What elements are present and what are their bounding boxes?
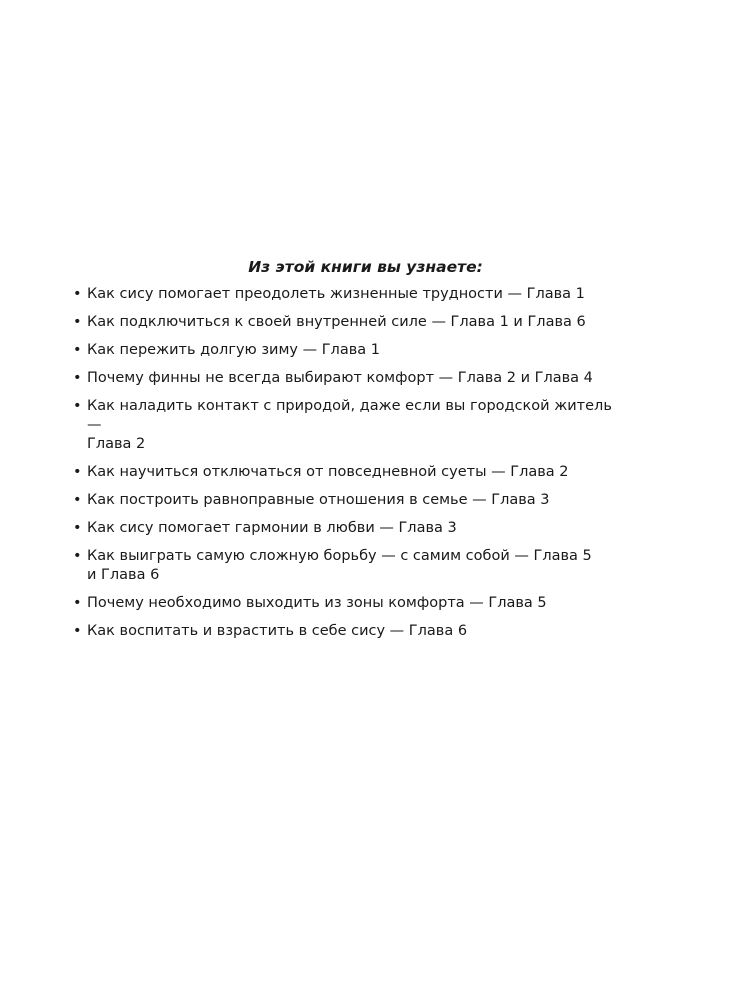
list-item-text: Как сису помогает гармонии в любви — Глава 3 [87, 520, 457, 536]
bullet-icon: • [73, 623, 82, 639]
list-item-text: Как сису помогает преодолеть жизненные трудности — Глава 1 [87, 286, 585, 302]
list-item-text: Как построить равноправные отношения в семье — Глава 3 [87, 492, 550, 508]
bullet-icon: • [73, 286, 82, 302]
list-item-text: Как выиграть самую сложную борьбу — с самим собой — Глава 5 [87, 548, 592, 564]
list-item-text: Как научиться отключаться от повседневной суеты — Глава 2 [87, 464, 569, 480]
list-item [73, 369, 613, 388]
list-item-text: Как наладить контакт с природой, даже если вы городской житель — [87, 398, 612, 433]
list-item [73, 313, 613, 332]
list-item-text-continued: Глава 2 [87, 436, 146, 452]
list-item [73, 463, 613, 482]
bullet-icon: • [73, 370, 82, 386]
bullet-icon: • [73, 398, 82, 414]
bullet-icon: • [73, 314, 82, 330]
list-item [73, 341, 613, 360]
list-item-text: Почему финны не всегда выбирают комфорт — Глава 2 и Глава 4 [87, 370, 593, 386]
list-item [73, 397, 613, 454]
bullet-icon: • [73, 342, 82, 358]
bullet-icon: • [73, 520, 82, 536]
list-item-text-continued: и Глава 6 [87, 567, 160, 583]
list-item [73, 622, 613, 641]
bullet-icon: • [73, 595, 82, 611]
bullet-icon: • [73, 492, 82, 508]
bullet-icon: • [73, 548, 82, 564]
list-item [73, 547, 613, 585]
page-heading: Из этой книги вы узнаете: [248, 258, 483, 276]
list-item [73, 519, 613, 538]
list-item-text: Почему необходимо выходить из зоны комфорта — Глава 5 [87, 595, 547, 611]
list-item [73, 594, 613, 613]
list-item [73, 491, 613, 510]
list-item-text: Как воспитать и взрастить в себе сису — Глава 6 [87, 623, 468, 639]
bullet-icon: • [73, 464, 82, 480]
topics-list [73, 285, 613, 650]
list-item [73, 285, 613, 304]
list-item-text: Как пережить долгую зиму — Глава 1 [87, 342, 380, 358]
list-item-text: Как подключиться к своей внутренней силе — Глава 1 и Глава 6 [87, 314, 586, 330]
